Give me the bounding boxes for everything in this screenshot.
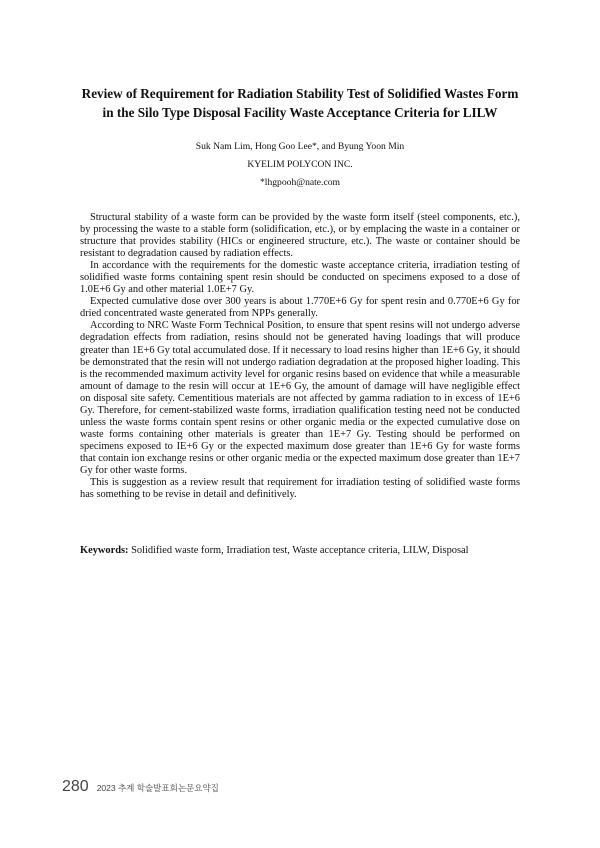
keywords-line: [80, 544, 520, 557]
corresponding-email: *lhgpooh@nate.com: [260, 177, 340, 188]
paper-title: [60, 84, 540, 122]
author-list: Suk Nam Lim, Hong Goo Lee*, and Byung Yoon Min: [195, 141, 405, 152]
page-number: 280: [62, 778, 89, 795]
title-line-1: Review of Requirement for Radiation Stability Test of Solidified Wastes Form: [81, 86, 519, 101]
affiliation: KYELIM POLYCON INC.: [247, 159, 353, 170]
abstract-paragraph: Expected cumulative dose over 300 years is about 1.770E+6 Gy for spent resin and 0.770E+6 Gy for dried concentrated waste generated from NPPs generally.: [80, 296, 520, 320]
abstract-paragraph: In accordance with the requirements for the domestic waste acceptance criteria, irradiation testing of solidified waste forms containing spent resin should be conducted on specimens exposed to a dose of 1.0E+6 Gy and other material 1.0E+7 Gy.: [80, 260, 520, 296]
abstract-body: [80, 212, 520, 501]
abstract-paragraph: This is suggestion as a review result that requirement for irradiation testing of solidified waste forms has something to be revise in detail and definitively.: [80, 477, 520, 501]
proceedings-name: 2023 추계 학술발표회논문요약집: [96, 783, 219, 793]
keywords-list: Solidified waste form, Irradiation test, Waste acceptance criteria, LILW, Disposal: [131, 545, 469, 556]
page-footer: [62, 778, 219, 796]
keywords-label: Keywords:: [80, 545, 129, 556]
title-line-2: in the Silo Type Disposal Facility Waste Acceptance Criteria for LILW: [102, 105, 498, 120]
abstract-paragraph: Structural stability of a waste form can be provided by the waste form itself (steel components, etc.), by processing the waste to a stable form (solidification, etc.), or by emplacing the waste in a container or structure that provides stability (HICs or engineered structure, etc.). The waste or container should be resistant to degradation caused by radiation effects.: [80, 212, 520, 260]
abstract-paragraph: According to NRC Waste Form Technical Position, to ensure that spent resins will not undergo adverse degradation effects from radiation, resins should not be generated having loadings that will produce greater than 1E+6 Gy total accumulated dose. If it necessary to load resins higher than 1E+6 Gy, it should be demonstrated that the resin will not undergo radiation degradation at the proposed higher loading. This is the recommended maximum activity level for organic resins based on evidence that while a measurable amount of damage to the resin will occur at 1E+6 Gy, the amount of damage will have negligible effect on disposal site safety. Cementitious materials are not affected by gamma radiation to in excess of 1E+6 Gy. Therefore, for cement-stabilized waste forms, irradiation qualification testing need not be conducted unless the waste forms contain spent resins or other organic media or the expected cumulative dose on waste forms containing other materials is greater than 1E+7 Gy. Testing should be performed on specimens exposed to IE+6 Gy or the expected maximum dose greater than 1E+6 Gy for waste forms that contain ion exchange resins or other organic media or the expected maximum dose greater than 1E+7 Gy for other waste forms.: [80, 320, 520, 476]
